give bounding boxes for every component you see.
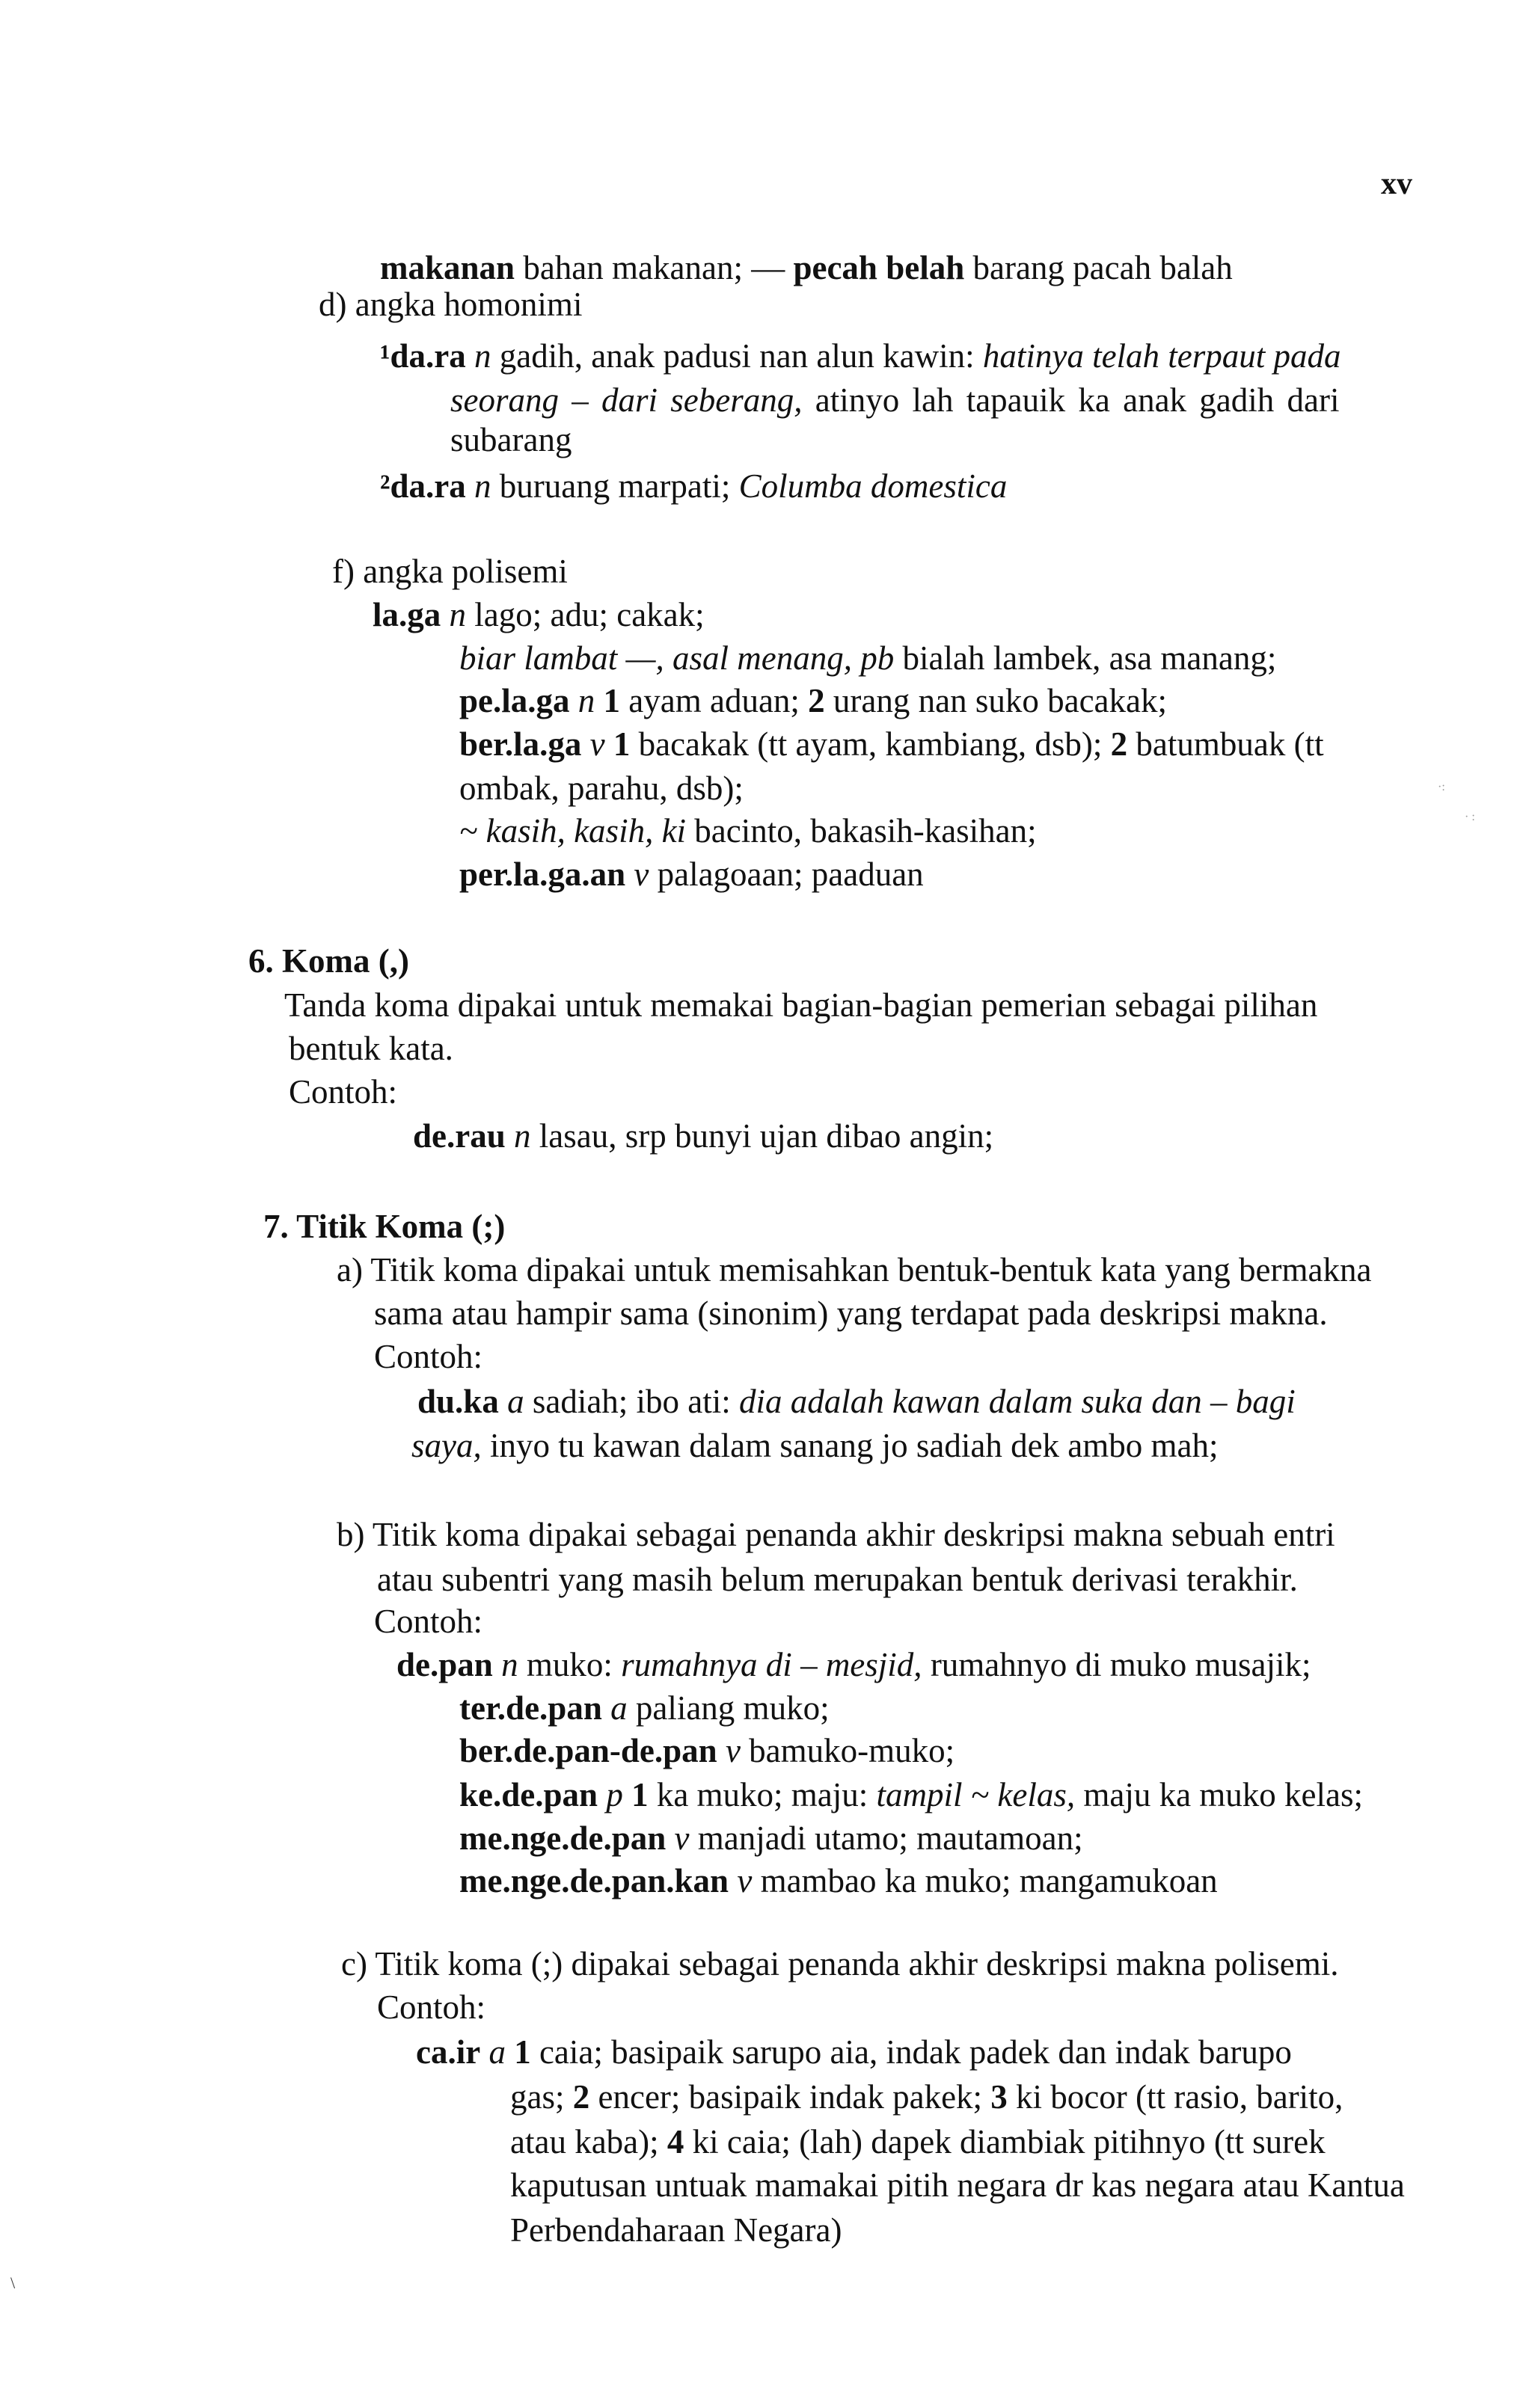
scientific-name: Columba domestica xyxy=(738,467,1008,505)
text-line xyxy=(510,2080,1343,2114)
text-line: sama atau hampir sama (sinonim) yang terdapat pada deskripsi makna. xyxy=(374,1294,1328,1332)
text-line xyxy=(411,1429,1219,1463)
text-line xyxy=(459,639,1277,677)
entry-word: makanan xyxy=(380,249,515,286)
example: seorang – dari seberang, xyxy=(450,381,803,419)
text xyxy=(581,725,589,763)
dictionary-entry xyxy=(373,598,705,632)
text-line: kaputusan untuak mamakai pitih negara dr kas negara atau Kantua xyxy=(510,2166,1405,2204)
section-heading: 6. Koma (,) xyxy=(248,942,409,980)
text-line: atau subentri yang masih belum merupakan bentuk derivasi terakhir. xyxy=(377,1561,1298,1598)
text xyxy=(598,1776,606,1813)
text xyxy=(666,1819,674,1857)
definition: bamuko-muko; xyxy=(740,1732,955,1769)
entry-word: me.nge.de.pan.kan xyxy=(459,1862,729,1899)
entry-word: ke.de.pan xyxy=(459,1776,598,1813)
definition: lago; adu; cakak; xyxy=(466,596,705,633)
word-class: v xyxy=(737,1862,753,1899)
sense-number: 1 xyxy=(631,1776,649,1813)
text xyxy=(506,1117,514,1155)
sense-number: 3 xyxy=(990,2078,1008,2116)
text xyxy=(729,1862,737,1899)
text xyxy=(441,596,449,633)
text xyxy=(466,467,474,505)
definition: ki bocor (tt rasio, barito, xyxy=(1007,2078,1343,2116)
entry-word: ber.la.ga xyxy=(459,725,582,763)
example: ~ kasih, kasih, ki xyxy=(459,812,687,850)
definition: lasau, srp bunyi ujan dibao angin; xyxy=(530,1117,994,1155)
page-number: xv xyxy=(1381,167,1412,201)
sense-number: 4 xyxy=(667,2123,684,2160)
dictionary-entry xyxy=(459,1778,1363,1812)
sense-number: 2 xyxy=(808,682,825,719)
text-line xyxy=(459,814,1037,848)
text: inyo tu kawan dalam sanang jo sadiah dek ambo mah; xyxy=(481,1427,1219,1464)
text-line: b) Titik koma dipakai sebagai penanda akhir deskripsi makna sebuah entri xyxy=(337,1516,1335,1553)
text-line: subarang xyxy=(450,421,572,458)
entry-word: me.nge.de.pan xyxy=(459,1819,667,1857)
sense-number: 2 xyxy=(572,2078,590,2116)
definition: ka muko; maju: xyxy=(648,1776,877,1813)
text-line xyxy=(450,381,1340,419)
dictionary-entry xyxy=(459,1864,1218,1898)
entry-word: pecah belah xyxy=(793,249,965,286)
definition: ayam aduan; xyxy=(620,682,809,719)
word-class: v xyxy=(634,856,649,893)
text-line: Perbendaharaan Negara) xyxy=(510,2211,842,2249)
text-line: bentuk kata. xyxy=(289,1030,453,1067)
text: barang pacah balah xyxy=(964,249,1233,286)
entry-word: ber.de.pan-de.pan xyxy=(459,1732,717,1769)
text: atinyo lah tapauik ka anak gadih dari xyxy=(802,381,1340,419)
definition: maju ka muko kelas; xyxy=(1075,1776,1364,1813)
text xyxy=(625,856,634,893)
word-class: n xyxy=(577,682,595,719)
text-line: f) angka polisemi xyxy=(332,553,568,590)
entry-word: ca.ir xyxy=(416,2033,481,2071)
definition: atau kaba); xyxy=(510,2123,667,2160)
definition: manjadi utamo; mautamoan; xyxy=(689,1819,1083,1857)
example-label: Contoh: xyxy=(289,1073,398,1111)
text xyxy=(595,682,603,719)
text-line: Tanda koma dipakai untuk memakai bagian-bagian pemerian sebagai pilihan xyxy=(284,986,1318,1024)
sense-number: 1 xyxy=(613,725,631,763)
definition: gas; xyxy=(510,2078,573,2116)
word-class: n xyxy=(474,467,491,505)
word-class: v xyxy=(589,725,605,763)
sense-number: 1 xyxy=(603,682,621,719)
entry-word: de.rau xyxy=(413,1117,506,1155)
text xyxy=(480,2033,488,2071)
dictionary-entry xyxy=(416,2033,1292,2071)
example-label: Contoh: xyxy=(377,1988,486,2026)
definition: encer; basipaik indak pakek; xyxy=(589,2078,991,2116)
definition: mambao ka muko; mangamukoan xyxy=(752,1862,1218,1899)
scan-mark: · : xyxy=(1465,811,1475,823)
definition: buruang marpati; xyxy=(491,467,739,505)
example: tampil ~ kelas, xyxy=(876,1776,1076,1813)
dictionary-entry xyxy=(459,725,1324,763)
entry-word: du.ka xyxy=(417,1383,499,1420)
text-line: d) angka homonimi xyxy=(319,286,583,323)
example-label: Contoh: xyxy=(374,1338,483,1375)
definition: batumbuak (tt xyxy=(1127,725,1324,763)
example: dia adalah kawan dalam suka dan – bagi xyxy=(739,1383,1296,1420)
entry-word: ter.de.pan xyxy=(459,1689,602,1727)
example: biar lambat —, asal menang, pb xyxy=(459,639,895,677)
dictionary-entry xyxy=(380,337,1341,375)
dictionary-entry xyxy=(459,1734,955,1768)
text xyxy=(602,1689,610,1727)
text xyxy=(570,682,578,719)
word-class: p xyxy=(606,1776,623,1813)
word-class: a xyxy=(610,1689,628,1727)
example: saya, xyxy=(411,1427,482,1464)
dictionary-entry xyxy=(413,1119,993,1153)
definition: gadih, anak padusi nan alun kawin: xyxy=(491,337,983,375)
entry-word: per.la.ga.an xyxy=(459,856,626,893)
definition: sadiah; ibo ati: xyxy=(524,1383,740,1420)
dictionary-entry xyxy=(459,1689,830,1727)
definition: caia; basipaik sarupo aia, indak padek dan indak barupo xyxy=(530,2033,1292,2071)
definition: paliang muko; xyxy=(627,1689,830,1727)
dictionary-entry xyxy=(417,1385,1296,1419)
entry-word: ²da.ra xyxy=(380,467,466,505)
dictionary-entry xyxy=(459,858,924,891)
word-class: a xyxy=(488,2033,506,2071)
text xyxy=(466,337,474,375)
dictionary-entry xyxy=(396,1648,1311,1682)
definition: rumahnyo di muko musajik; xyxy=(922,1646,1311,1683)
text-line xyxy=(380,251,1233,285)
text xyxy=(623,1776,631,1813)
dictionary-entry xyxy=(459,1819,1083,1857)
text: bialah lambek, asa manang; xyxy=(894,639,1277,677)
text: bacinto, bakasih-kasihan; xyxy=(686,812,1037,850)
dictionary-entry xyxy=(459,684,1167,718)
word-class: v xyxy=(674,1819,690,1857)
definition: muko: xyxy=(518,1646,622,1683)
text xyxy=(717,1732,726,1769)
sense-number: 2 xyxy=(1110,725,1128,763)
dictionary-entry xyxy=(380,467,1008,505)
text-line: ombak, parahu, dsb); xyxy=(459,770,744,807)
text xyxy=(493,1646,501,1683)
entry-word: la.ga xyxy=(373,596,441,633)
definition: bacakak (tt ayam, kambiang, dsb); xyxy=(630,725,1111,763)
example: rumahnya di – mesjid, xyxy=(621,1646,922,1683)
entry-word: ¹da.ra xyxy=(380,337,466,375)
word-class: n xyxy=(514,1117,531,1155)
definition: palagoaan; paaduan xyxy=(649,856,924,893)
text xyxy=(506,2033,514,2071)
text-line xyxy=(510,2125,1326,2159)
word-class: v xyxy=(725,1732,741,1769)
entry-word: de.pan xyxy=(396,1646,493,1683)
word-class: a xyxy=(507,1383,524,1420)
word-class: n xyxy=(501,1646,518,1683)
text: bahan makanan; — xyxy=(515,249,794,286)
definition: ki caia; (lah) dapek diambiak pitihnyo (tt surek xyxy=(684,2123,1326,2160)
entry-word: pe.la.ga xyxy=(459,682,570,719)
word-class: n xyxy=(449,596,467,633)
text xyxy=(499,1383,507,1420)
example: hatinya telah terpaut pada xyxy=(982,337,1341,375)
definition: urang nan suko bacakak; xyxy=(824,682,1168,719)
sense-number: 1 xyxy=(514,2033,531,2071)
word-class: n xyxy=(474,337,491,375)
text-line: c) Titik koma (;) dipakai sebagai penanda akhir deskripsi makna polisemi. xyxy=(341,1945,1339,1982)
section-heading: 7. Titik Koma (;) xyxy=(263,1208,506,1245)
text-line: a) Titik koma dipakai untuk memisahkan bentuk-bentuk kata yang bermakna xyxy=(337,1251,1372,1289)
text xyxy=(605,725,613,763)
scan-mark: \ xyxy=(10,2273,16,2292)
scan-mark: ·: xyxy=(1438,781,1445,793)
example-label: Contoh: xyxy=(374,1603,483,1640)
